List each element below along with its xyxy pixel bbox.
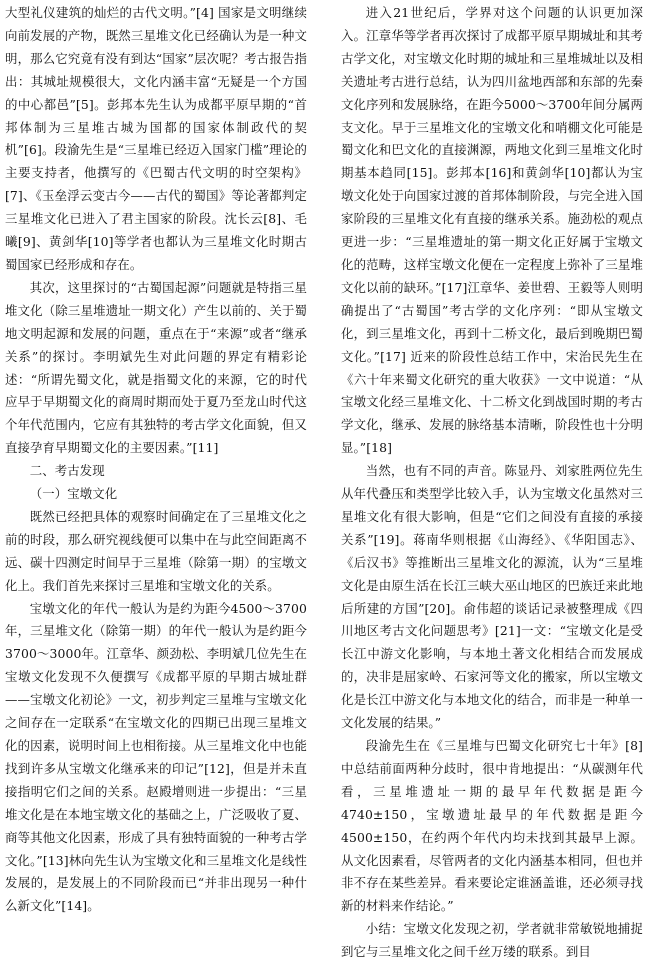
paragraph: 小结：宝墩文化发现之初，学者就非常敏锐地捕捉到它与三星堆文化之间千丝万缕的联系。到目 bbox=[341, 921, 643, 960]
paragraph: 既然已经把具体的观察时间确定在了三星堆文化之前的时段，那么研究视线便可以集中在与此空间距离不远、碳十四测定时间早于三星堆（除第一期）的宝墩文化上。我们首先来探讨三星堆和宝墩文化的关系。 bbox=[5, 508, 307, 593]
right-column bbox=[341, 2, 643, 964]
paragraph: 当然，也有不同的声音。陈显丹、刘家胜两位先生从年代叠压和类型学比较入手，认为宝墩文化虽然对三星堆文化有很大影响，但是“它们之间没有直接的承接关系”[19]。蒋南华则根据《山海经》、《华阳国志》、《后汉书》等推断出三星堆文化的源流，认为“三星堆文化是由原生活在长江三峡大巫山地区的巴族迁来此地后所建的方国”[20]。俞伟超的谈话记录被整理成《四川地区考古文化问题思考》[21]一文：“宝墩文化是受长江中游文化影响，与本地土著文化相结合而发展成的，决非是屈家岭、石家河等文化的搬家，所以宝墩文化是长江中游文化与本地文化的结合，而非是一种单一文化发展的结果。” bbox=[341, 463, 643, 731]
paragraph: 其次，这里探讨的“古蜀国起源”问题就是特指三星堆文化（除三星堆遗址一期文化）产生以前的、关于蜀地文明起源和发展的问题，重点在于“来源”或者“继承关系”的探讨。李明斌先生对此问题的界定有精彩论述：“所谓先蜀文化，就是指蜀文化的来源，它的时代应早于早期蜀文化的商周时期而处于夏乃至龙山时代这个年代范围内，它应有其独特的考古学文化面貌，但又直接孕育早期蜀文化的主要因素。”[11] bbox=[5, 279, 307, 456]
subsection-heading: （一）宝墩文化 bbox=[29, 486, 118, 502]
paragraph: 段渝先生在《三星堆与巴蜀文化研究七十年》[8]中总结前面两种分歧时，很中肯地提出：“从碳测年代看，三星堆遗址一期的最早年代数据是距今4740±150，宝墩遗址最早的年代数据是距今4500±150，在约两个年代内均未找到其最早上源。从文化因素看，尽管两者的文化内涵基本相同，但也并非不存在某些差异。看来要论定谁涵盖谁，还必须寻找新的材料来作结论。” bbox=[341, 738, 643, 914]
section-heading: 二、考古发现 bbox=[29, 463, 105, 479]
paragraph: 宝墩文化的年代一般认为是约为距今4500～3700年，三星堆文化（除第一期）的年代一般认为是约距今3700～3000年。江章华、颜劲松、李明斌几位先生在宝墩文化发现不久便撰写《成都平原的早期古城址群——宝墩文化初论》一文，初步判定三星堆与宝墩文化之间存在一定联系“在宝墩文化的四期已出现三星堆文化的因素，说明时间上也相衔接。从三星堆文化中也能找到许多从宝墩文化继承来的印记”[12]，但是并未直接指明它们之间的关系。赵殿增则进一步提出：“三星堆文化是在本地宝墩文化的基础之上，广泛吸收了夏、商等其他文化因素，形成了具有独特面貌的一种考古学文化。”[13]林向先生认为宝墩文化和三星堆文化是线性发展的，是发展上的不同阶段而已“并非出现另一种什么新文化”[14]。 bbox=[5, 600, 307, 914]
left-column bbox=[5, 2, 307, 918]
paragraph: 进入21世纪后，学界对这个问题的认识更加深入。江章华等学者再次探讨了成都平原早期城址和其考古学文化，对宝墩文化时期的城址和三星堆城址以及相关遗址考古进行总结，认为四川盆地西部和东部的先秦文化序列和发展脉络，在距今5000～3700年间分属两支文化。早于三星堆文化的宝墩文化和哨棚文化可能是蜀文化和巴文化的直接渊源，两地文化到三星堆文化时期基本趋同[15]。彭邦本[16]和黄剑华[10]都认为宝墩文化处于向国家过渡的首邦体制阶段，与完全进入国家阶段的三星堆文化有直接的继承关系。施劲松的观点更进一步：“三星堆遗址的第一期文化正好属于宝墩文化的范畴，这样宝墩文化便在一定程度上弥补了三星堆文化以前的缺环。”[17]江章华、姜世碧、王毅等人则明确提出了“古蜀国”考古学的文化序列：“即从宝墩文化，到三星堆文化，再到十二桥文化，最后到晚期巴蜀文化。”[17] 近来的阶段性总结工作中，宋治民先生在《六十年来蜀文化研究的重大收获》一文中说道：“从宝墩文化经三星堆文化、十二桥文化到战国时期的考古学文化，继承、发展的脉络基本清晰，阶段性也十分明显。”[18] bbox=[341, 5, 643, 456]
paragraph: 大型礼仪建筑的灿烂的古代文明。”[4] 国家是文明继续向前发展的产物，既然三星堆文化已经确认为是一种文明，那么它究竟有没有到达“国家”层次呢？考古报告指出：其城址规模很大，文化内涵丰富“无疑是一个方国的中心都邑”[5]。彭邦本先生认为成都平原早期的“首邦体制为三星堆古城为国都的国家体制政代的契机”[6]。段渝先生是“三星堆已经迈入国家门槛”理论的主要支持者，他撰写的《巴蜀古代文明的时空架构》[7]、《玉垒浮云变古今——古代的蜀国》等论著都判定三星堆文化已进入了君主国家的阶段。沈长云[8]、毛曦[9]、黄剑华[10]等学者也都认为三星堆文化时期古蜀国家已经形成和存在。 bbox=[5, 5, 307, 272]
